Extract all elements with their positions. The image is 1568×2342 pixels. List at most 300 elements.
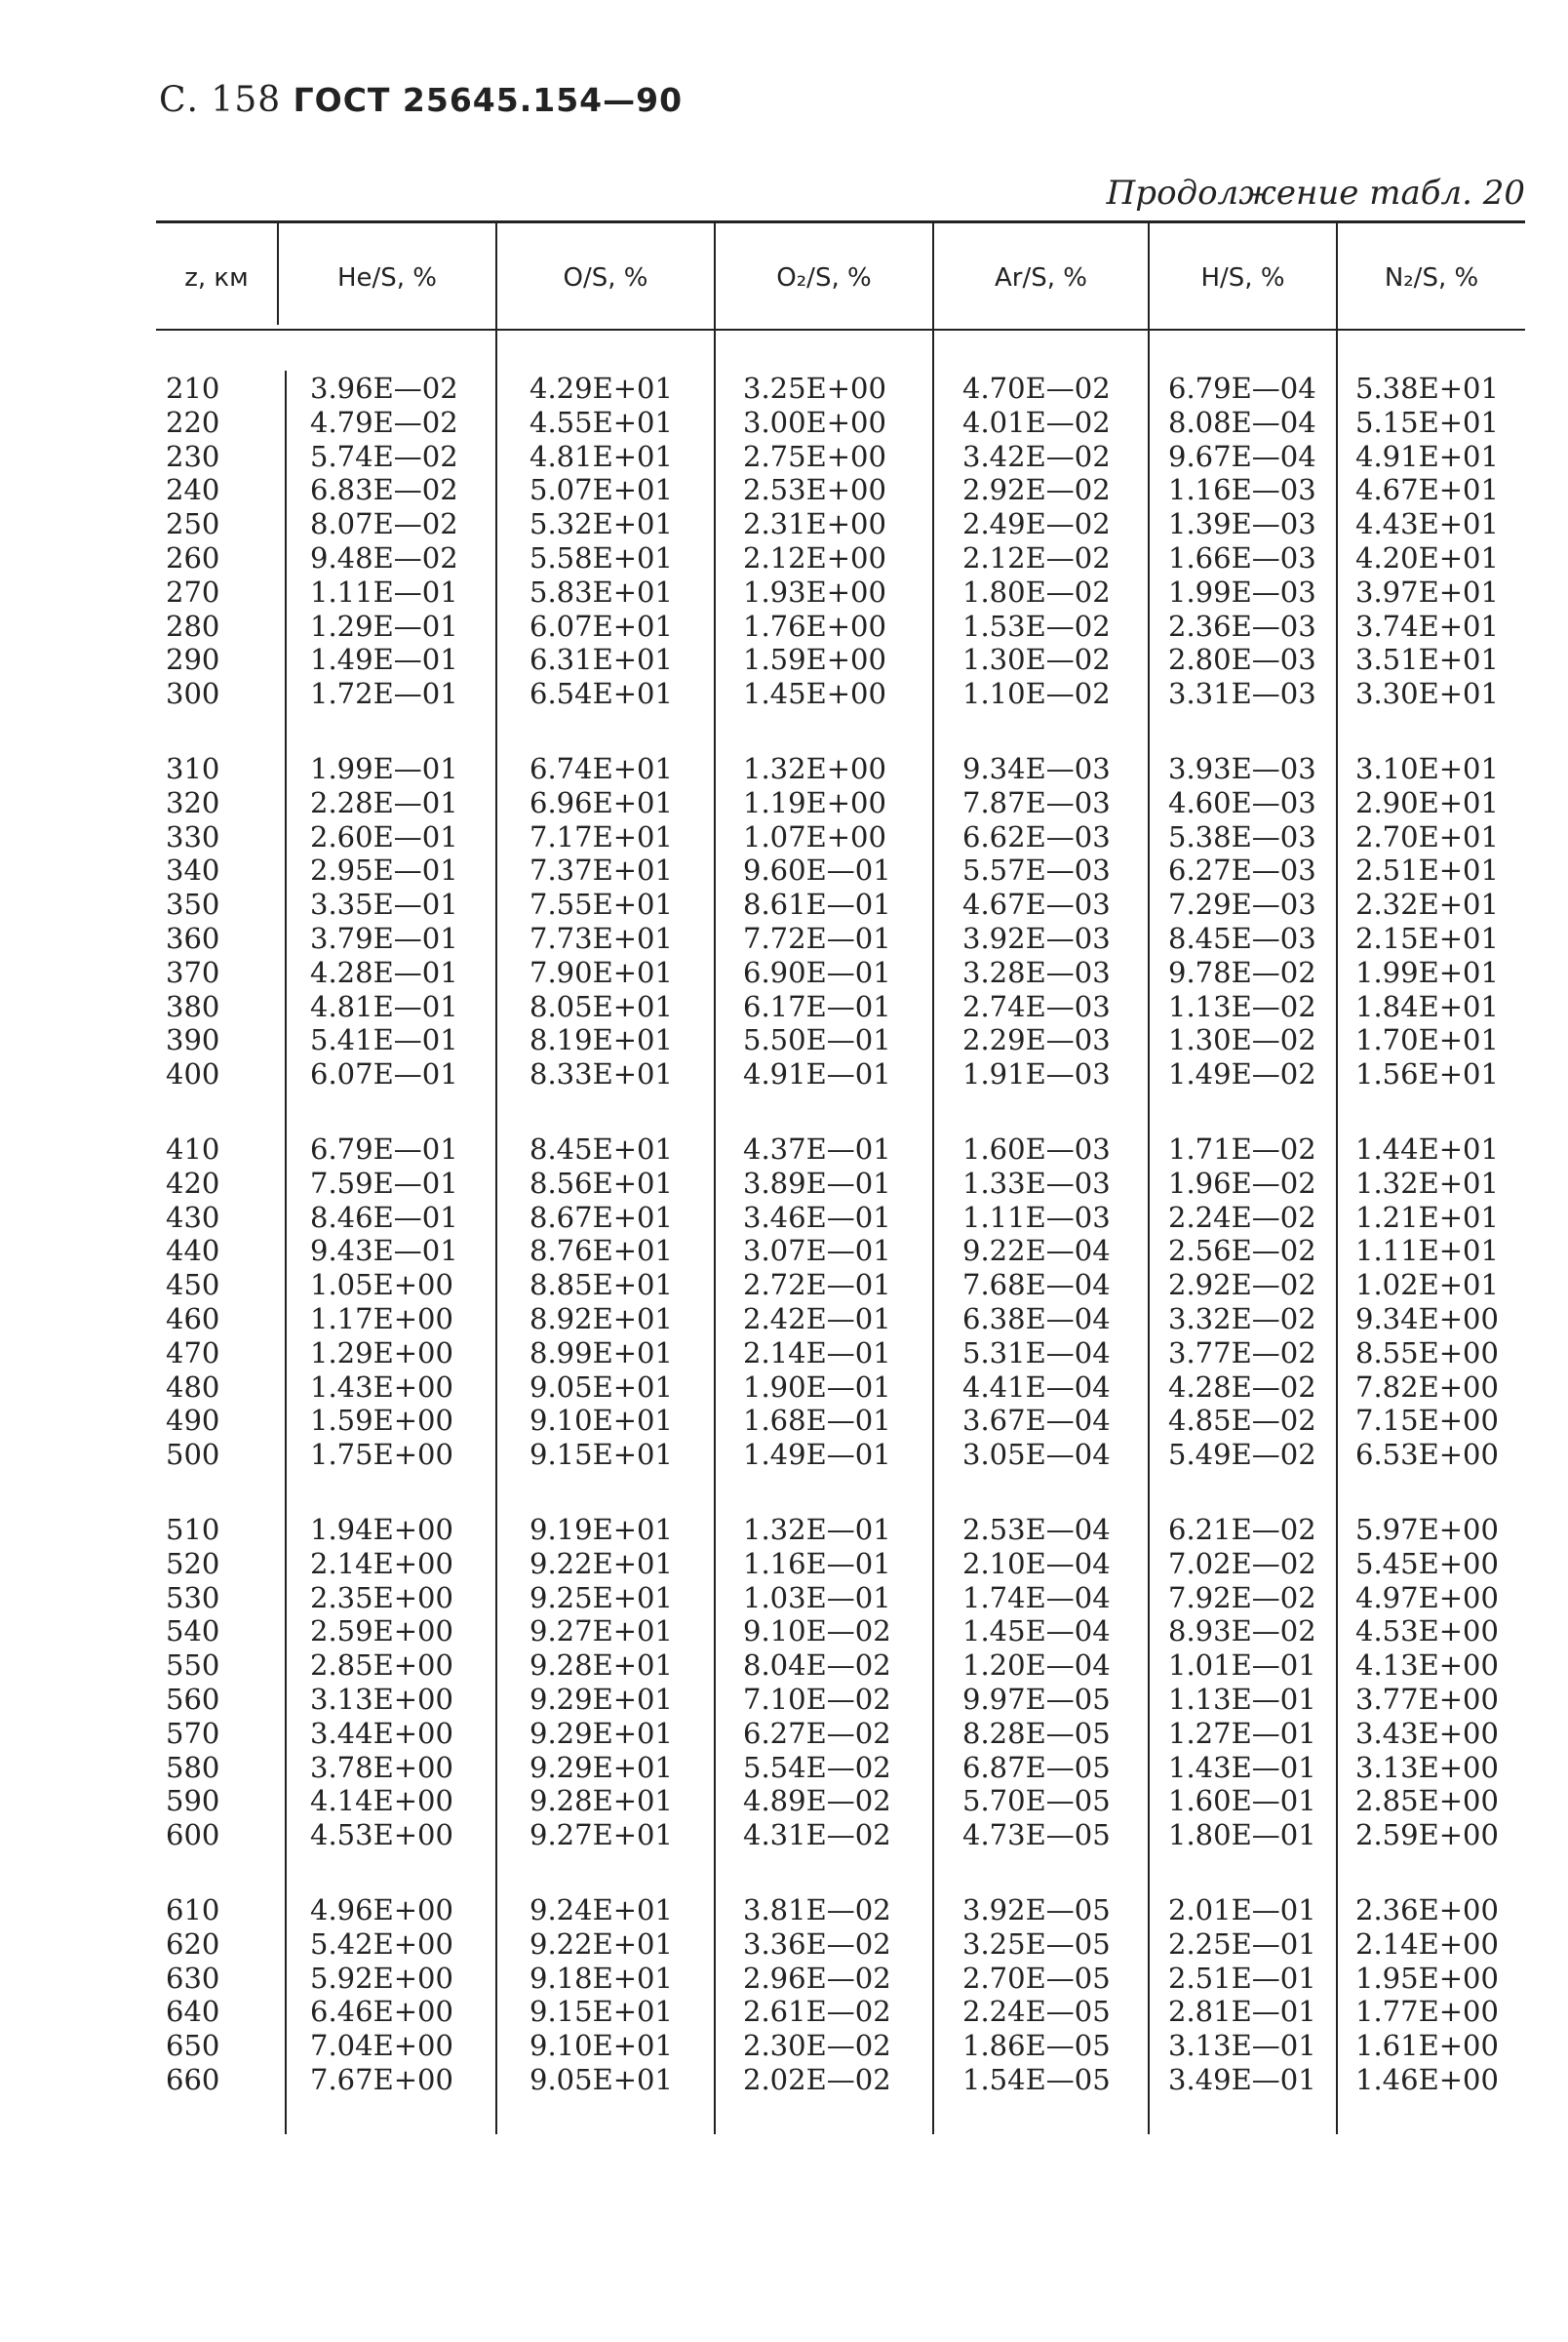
value-cell: 2.12E—02	[962, 541, 1111, 575]
value-cell: 7.72E—01	[743, 922, 891, 955]
value-cell: 4.13E+00	[1355, 1648, 1499, 1682]
altitude-cell: 390	[166, 1023, 220, 1056]
value-cell: 1.21E+01	[1355, 1201, 1499, 1234]
value-cell: 7.68E—04	[962, 1268, 1111, 1301]
value-cell: 2.70E+01	[1355, 820, 1499, 853]
value-cell: 2.35E+00	[310, 1581, 453, 1614]
value-cell: 1.17E+00	[310, 1302, 453, 1335]
value-cell: 9.24E+01	[529, 1893, 673, 1926]
value-cell: 2.81E—01	[1168, 1995, 1316, 2028]
value-cell: 2.53E+00	[743, 473, 886, 506]
value-cell: 4.81E+01	[529, 440, 673, 473]
value-cell: 3.28E—03	[962, 956, 1111, 989]
value-cell: 8.55E+00	[1355, 1336, 1499, 1369]
value-cell: 3.13E+00	[1355, 1751, 1499, 1784]
value-cell: 1.96E—02	[1168, 1167, 1316, 1200]
standard-id: ГОСТ 25645.154—90	[293, 81, 684, 119]
column-header-he: He/S, %	[336, 263, 438, 293]
value-cell: 6.17E—01	[743, 990, 891, 1023]
altitude-cell: 480	[166, 1370, 220, 1404]
value-cell: 2.30E—02	[743, 2029, 891, 2062]
value-cell: 3.74E+01	[1355, 610, 1499, 643]
value-cell: 1.49E—01	[743, 1438, 891, 1471]
value-cell: 2.02E—02	[743, 2063, 891, 2096]
page-number: С. 158	[159, 80, 282, 120]
value-cell: 4.01E—02	[962, 406, 1111, 439]
value-cell: 4.96E+00	[310, 1893, 453, 1926]
altitude-cell: 490	[166, 1404, 220, 1437]
value-cell: 2.49E—02	[962, 507, 1111, 540]
value-cell: 1.99E—01	[310, 752, 458, 785]
value-cell: 1.29E—01	[310, 610, 458, 643]
value-cell: 9.34E+00	[1355, 1302, 1499, 1335]
value-cell: 3.10E+01	[1355, 752, 1499, 785]
value-cell: 1.03E—01	[743, 1581, 891, 1614]
value-cell: 6.07E—01	[310, 1057, 458, 1091]
value-cell: 7.37E+01	[529, 853, 673, 887]
value-cell: 9.43E—01	[310, 1234, 458, 1267]
column-header-ar: Ar/S, %	[995, 263, 1087, 293]
value-cell: 8.04E—02	[743, 1648, 891, 1682]
altitude-cell: 340	[166, 853, 220, 887]
value-cell: 5.42E+00	[310, 1927, 453, 1961]
value-cell: 3.97E+01	[1355, 576, 1499, 609]
value-cell: 2.14E+00	[310, 1547, 453, 1580]
value-cell: 1.60E—03	[962, 1132, 1111, 1166]
value-cell: 3.81E—02	[743, 1893, 891, 1926]
value-cell: 8.99E+01	[529, 1336, 673, 1369]
value-cell: 7.67E+00	[310, 2063, 453, 2096]
value-cell: 4.37E—01	[743, 1132, 891, 1166]
altitude-cell: 360	[166, 922, 220, 955]
header-bottom-rule	[156, 329, 1525, 331]
value-cell: 1.91E—03	[962, 1057, 1111, 1091]
altitude-cell: 350	[166, 888, 220, 921]
value-cell: 1.76E+00	[743, 610, 886, 643]
value-cell: 2.53E—04	[962, 1513, 1111, 1546]
value-cell: 1.20E—04	[962, 1648, 1111, 1682]
value-cell: 3.77E+00	[1355, 1683, 1499, 1716]
value-cell: 1.66E—03	[1168, 541, 1316, 575]
value-cell: 9.10E+01	[529, 2029, 673, 2062]
altitude-cell: 470	[166, 1336, 220, 1369]
value-cell: 2.74E—03	[962, 990, 1111, 1023]
value-cell: 1.99E—03	[1168, 576, 1316, 609]
value-cell: 7.82E+00	[1355, 1370, 1499, 1404]
value-cell: 2.01E—01	[1168, 1893, 1316, 1926]
value-cell: 6.46E+00	[310, 1995, 453, 2028]
value-cell: 3.43E+00	[1355, 1717, 1499, 1750]
table-continuation-caption: Продолжение табл. 20	[1106, 174, 1525, 213]
value-cell: 9.25E+01	[529, 1581, 673, 1614]
value-cell: 5.92E+00	[310, 1962, 453, 1995]
value-cell: 1.61E+00	[1355, 2029, 1499, 2062]
value-cell: 1.54E—05	[962, 2063, 1111, 2096]
value-cell: 1.29E+00	[310, 1336, 453, 1369]
value-cell: 8.67E+01	[529, 1201, 673, 1234]
altitude-cell: 330	[166, 820, 220, 853]
value-cell: 2.31E+00	[743, 507, 886, 540]
value-cell: 2.14E—01	[743, 1336, 891, 1369]
altitude-cell: 660	[166, 2063, 220, 2096]
value-cell: 2.42E—01	[743, 1302, 891, 1335]
value-cell: 1.10E—02	[962, 677, 1111, 710]
value-cell: 3.31E—03	[1168, 677, 1316, 710]
value-cell: 2.10E—04	[962, 1547, 1111, 1580]
value-cell: 2.75E+00	[743, 440, 886, 473]
value-cell: 1.32E+01	[1355, 1167, 1499, 1200]
value-cell: 7.15E+00	[1355, 1404, 1499, 1437]
value-cell: 1.13E—01	[1168, 1683, 1316, 1716]
value-cell: 3.35E—01	[310, 888, 458, 921]
value-cell: 6.21E—02	[1168, 1513, 1316, 1546]
value-cell: 4.53E+00	[1355, 1614, 1499, 1647]
value-cell: 1.59E+00	[310, 1404, 453, 1437]
value-cell: 5.41E—01	[310, 1023, 458, 1056]
column-header-o2: O₂/S, %	[776, 263, 872, 293]
value-cell: 4.79E—02	[310, 406, 458, 439]
altitude-cell: 540	[166, 1614, 220, 1647]
value-cell: 1.70E+01	[1355, 1023, 1499, 1056]
altitude-cell: 210	[166, 372, 220, 405]
value-cell: 6.38E—04	[962, 1302, 1111, 1335]
value-cell: 3.93E—03	[1168, 752, 1316, 785]
value-cell: 5.97E+00	[1355, 1513, 1499, 1546]
altitude-cell: 410	[166, 1132, 220, 1166]
value-cell: 3.78E+00	[310, 1751, 453, 1784]
altitude-cell: 580	[166, 1751, 220, 1784]
value-cell: 6.87E—05	[962, 1751, 1111, 1784]
value-cell: 6.90E—01	[743, 956, 891, 989]
value-cell: 9.22E—04	[962, 1234, 1111, 1267]
altitude-cell: 370	[166, 956, 220, 989]
value-cell: 5.38E+01	[1355, 372, 1499, 405]
value-cell: 3.13E+00	[310, 1683, 453, 1716]
value-cell: 6.27E—02	[743, 1717, 891, 1750]
value-cell: 9.05E+01	[529, 2063, 673, 2096]
value-cell: 2.36E—03	[1168, 610, 1316, 643]
column-header-altitude: z, км	[184, 263, 249, 293]
altitude-cell: 250	[166, 507, 220, 540]
column-divider	[285, 371, 287, 2134]
value-cell: 4.91E+01	[1355, 440, 1499, 473]
value-cell: 1.43E+00	[310, 1370, 453, 1404]
value-cell: 7.02E—02	[1168, 1547, 1316, 1580]
value-cell: 4.73E—05	[962, 1818, 1111, 1851]
altitude-cell: 240	[166, 473, 220, 506]
value-cell: 1.95E+00	[1355, 1962, 1499, 1995]
altitude-cell: 620	[166, 1927, 220, 1961]
altitude-cell: 650	[166, 2029, 220, 2062]
value-cell: 1.80E—01	[1168, 1818, 1316, 1851]
value-cell: 1.53E—02	[962, 610, 1111, 643]
value-cell: 3.44E+00	[310, 1717, 453, 1750]
value-cell: 1.71E—02	[1168, 1132, 1316, 1166]
value-cell: 1.33E—03	[962, 1167, 1111, 1200]
value-cell: 7.87E—03	[962, 786, 1111, 819]
value-cell: 4.55E+01	[529, 406, 673, 439]
altitude-cell: 310	[166, 752, 220, 785]
value-cell: 8.45E—03	[1168, 922, 1316, 955]
value-cell: 8.56E+01	[529, 1167, 673, 1200]
value-cell: 5.74E—02	[310, 440, 458, 473]
column-divider	[495, 222, 497, 2134]
value-cell: 3.32E—02	[1168, 1302, 1316, 1335]
altitude-cell: 440	[166, 1234, 220, 1267]
value-cell: 4.41E—04	[962, 1370, 1111, 1404]
value-cell: 5.54E—02	[743, 1751, 891, 1784]
value-cell: 9.19E+01	[529, 1513, 673, 1546]
value-cell: 9.18E+01	[529, 1962, 673, 1995]
value-cell: 1.90E—01	[743, 1370, 891, 1404]
value-cell: 8.07E—02	[310, 507, 458, 540]
value-cell: 8.93E—02	[1168, 1614, 1316, 1647]
value-cell: 2.51E+01	[1355, 853, 1499, 887]
value-cell: 3.51E+01	[1355, 643, 1499, 676]
value-cell: 2.60E—01	[310, 820, 458, 853]
value-cell: 2.95E—01	[310, 853, 458, 887]
altitude-cell: 260	[166, 541, 220, 575]
value-cell: 7.55E+01	[529, 888, 673, 921]
value-cell: 4.70E—02	[962, 372, 1111, 405]
value-cell: 1.84E+01	[1355, 990, 1499, 1023]
altitude-cell: 320	[166, 786, 220, 819]
value-cell: 2.59E+00	[310, 1614, 453, 1647]
value-cell: 1.60E—01	[1168, 1784, 1316, 1817]
value-cell: 7.29E—03	[1168, 888, 1316, 921]
value-cell: 4.31E—02	[743, 1818, 891, 1851]
value-cell: 9.22E+01	[529, 1547, 673, 1580]
altitude-cell: 500	[166, 1438, 220, 1471]
value-cell: 6.96E+01	[529, 786, 673, 819]
value-cell: 9.27E+01	[529, 1614, 673, 1647]
value-cell: 1.44E+01	[1355, 1132, 1499, 1166]
value-cell: 2.61E—02	[743, 1995, 891, 2028]
value-cell: 4.85E—02	[1168, 1404, 1316, 1437]
altitude-cell: 230	[166, 440, 220, 473]
value-cell: 8.08E—04	[1168, 406, 1316, 439]
value-cell: 5.38E—03	[1168, 820, 1316, 853]
value-cell: 5.49E—02	[1168, 1438, 1316, 1471]
value-cell: 3.36E—02	[743, 1927, 891, 1961]
value-cell: 4.67E—03	[962, 888, 1111, 921]
value-cell: 7.92E—02	[1168, 1581, 1316, 1614]
value-cell: 6.54E+01	[529, 677, 673, 710]
value-cell: 7.59E—01	[310, 1167, 458, 1200]
value-cell: 6.83E—02	[310, 473, 458, 506]
value-cell: 9.78E—02	[1168, 956, 1316, 989]
value-cell: 2.59E+00	[1355, 1818, 1499, 1851]
value-cell: 1.99E+01	[1355, 956, 1499, 989]
value-cell: 1.45E+00	[743, 677, 886, 710]
column-divider	[1148, 222, 1150, 2134]
altitude-cell: 600	[166, 1818, 220, 1851]
value-cell: 1.11E+01	[1355, 1234, 1499, 1267]
value-cell: 1.16E—03	[1168, 473, 1316, 506]
value-cell: 5.58E+01	[529, 541, 673, 575]
value-cell: 1.74E—04	[962, 1581, 1111, 1614]
value-cell: 8.28E—05	[962, 1717, 1111, 1750]
altitude-cell: 550	[166, 1648, 220, 1682]
value-cell: 1.49E—02	[1168, 1057, 1316, 1091]
value-cell: 9.48E—02	[310, 541, 458, 575]
value-cell: 4.28E—02	[1168, 1370, 1316, 1404]
value-cell: 5.45E+00	[1355, 1547, 1499, 1580]
value-cell: 2.24E—05	[962, 1995, 1111, 2028]
value-cell: 1.80E—02	[962, 576, 1111, 609]
value-cell: 4.60E—03	[1168, 786, 1316, 819]
value-cell: 1.02E+01	[1355, 1268, 1499, 1301]
value-cell: 1.59E+00	[743, 643, 886, 676]
altitude-cell: 280	[166, 610, 220, 643]
altitude-cell: 270	[166, 576, 220, 609]
altitude-cell: 610	[166, 1893, 220, 1926]
column-header-h: H/S, %	[1200, 263, 1285, 293]
value-cell: 2.92E—02	[1168, 1268, 1316, 1301]
value-cell: 7.10E—02	[743, 1683, 891, 1716]
value-cell: 8.92E+01	[529, 1302, 673, 1335]
value-cell: 3.13E—01	[1168, 2029, 1316, 2062]
altitude-cell: 300	[166, 677, 220, 710]
altitude-cell: 560	[166, 1683, 220, 1716]
altitude-cell: 570	[166, 1717, 220, 1750]
value-cell: 2.96E—02	[743, 1962, 891, 1995]
value-cell: 3.25E+00	[743, 372, 886, 405]
value-cell: 1.56E+01	[1355, 1057, 1499, 1091]
value-cell: 1.46E+00	[1355, 2063, 1499, 2096]
value-cell: 9.15E+01	[529, 1995, 673, 2028]
value-cell: 3.77E—02	[1168, 1336, 1316, 1369]
value-cell: 4.81E—01	[310, 990, 458, 1023]
value-cell: 6.79E—01	[310, 1132, 458, 1166]
column-divider	[714, 222, 716, 2134]
value-cell: 2.25E—01	[1168, 1927, 1316, 1961]
value-cell: 3.05E—04	[962, 1438, 1111, 1471]
altitude-cell: 460	[166, 1302, 220, 1335]
value-cell: 3.89E—01	[743, 1167, 891, 1200]
value-cell: 4.29E+01	[529, 372, 673, 405]
value-cell: 4.89E—02	[743, 1784, 891, 1817]
value-cell: 9.10E+01	[529, 1404, 673, 1437]
altitude-cell: 590	[166, 1784, 220, 1817]
value-cell: 9.28E+01	[529, 1784, 673, 1817]
value-cell: 8.05E+01	[529, 990, 673, 1023]
value-cell: 3.92E—03	[962, 922, 1111, 955]
value-cell: 2.85E+00	[1355, 1784, 1499, 1817]
value-cell: 2.56E—02	[1168, 1234, 1316, 1267]
value-cell: 1.05E+00	[310, 1268, 453, 1301]
value-cell: 2.32E+01	[1355, 888, 1499, 921]
value-cell: 6.31E+01	[529, 643, 673, 676]
value-cell: 9.15E+01	[529, 1438, 673, 1471]
column-divider	[932, 222, 934, 2134]
value-cell: 5.31E—04	[962, 1336, 1111, 1369]
value-cell: 1.32E+00	[743, 752, 886, 785]
value-cell: 9.28E+01	[529, 1648, 673, 1682]
value-cell: 6.53E+00	[1355, 1438, 1499, 1471]
value-cell: 3.30E+01	[1355, 677, 1499, 710]
value-cell: 2.80E—03	[1168, 643, 1316, 676]
altitude-cell: 420	[166, 1167, 220, 1200]
value-cell: 4.67E+01	[1355, 473, 1499, 506]
value-cell: 4.97E+00	[1355, 1581, 1499, 1614]
value-cell: 5.57E—03	[962, 853, 1111, 887]
value-cell: 2.92E—02	[962, 473, 1111, 506]
value-cell: 9.22E+01	[529, 1927, 673, 1961]
table-top-rule	[156, 220, 1525, 223]
value-cell: 6.74E+01	[529, 752, 673, 785]
value-cell: 7.04E+00	[310, 2029, 453, 2062]
value-cell: 1.30E—02	[962, 643, 1111, 676]
value-cell: 9.05E+01	[529, 1370, 673, 1404]
value-cell: 8.46E—01	[310, 1201, 458, 1234]
value-cell: 6.27E—03	[1168, 853, 1316, 887]
value-cell: 2.36E+00	[1355, 1893, 1499, 1926]
value-cell: 2.15E+01	[1355, 922, 1499, 955]
value-cell: 3.07E—01	[743, 1234, 891, 1267]
value-cell: 3.42E—02	[962, 440, 1111, 473]
value-cell: 3.92E—05	[962, 1893, 1111, 1926]
value-cell: 3.96E—02	[310, 372, 458, 405]
value-cell: 1.13E—02	[1168, 990, 1316, 1023]
value-cell: 8.19E+01	[529, 1023, 673, 1056]
value-cell: 5.70E—05	[962, 1784, 1111, 1817]
value-cell: 9.97E—05	[962, 1683, 1111, 1716]
value-cell: 1.11E—01	[310, 576, 458, 609]
value-cell: 1.32E—01	[743, 1513, 891, 1546]
value-cell: 9.10E—02	[743, 1614, 891, 1647]
value-cell: 2.29E—03	[962, 1023, 1111, 1056]
value-cell: 1.43E—01	[1168, 1751, 1316, 1784]
value-cell: 9.67E—04	[1168, 440, 1316, 473]
value-cell: 3.67E—04	[962, 1404, 1111, 1437]
value-cell: 3.25E—05	[962, 1927, 1111, 1961]
column-divider	[1336, 222, 1338, 2134]
value-cell: 4.28E—01	[310, 956, 458, 989]
value-cell: 2.12E+00	[743, 541, 886, 575]
value-cell: 1.07E+00	[743, 820, 886, 853]
altitude-cell: 640	[166, 1995, 220, 2028]
altitude-cell: 510	[166, 1513, 220, 1546]
value-cell: 1.86E—05	[962, 2029, 1111, 2062]
value-cell: 5.83E+01	[529, 576, 673, 609]
page-header	[159, 80, 683, 120]
value-cell: 5.15E+01	[1355, 406, 1499, 439]
altitude-cell: 520	[166, 1547, 220, 1580]
value-cell: 6.79E—04	[1168, 372, 1316, 405]
value-cell: 3.79E—01	[310, 922, 458, 955]
value-cell: 9.60E—01	[743, 853, 891, 887]
value-cell: 2.72E—01	[743, 1268, 891, 1301]
value-cell: 1.94E+00	[310, 1513, 453, 1546]
altitude-cell: 400	[166, 1057, 220, 1091]
altitude-cell: 290	[166, 643, 220, 676]
value-cell: 2.90E+01	[1355, 786, 1499, 819]
value-cell: 8.33E+01	[529, 1057, 673, 1091]
value-cell: 9.34E—03	[962, 752, 1111, 785]
altitude-cell: 630	[166, 1962, 220, 1995]
value-cell: 2.28E—01	[310, 786, 458, 819]
value-cell: 2.85E+00	[310, 1648, 453, 1682]
altitude-cell: 220	[166, 406, 220, 439]
value-cell: 6.07E+01	[529, 610, 673, 643]
value-cell: 1.75E+00	[310, 1438, 453, 1471]
altitude-cell: 530	[166, 1581, 220, 1614]
value-cell: 2.51E—01	[1168, 1962, 1316, 1995]
value-cell: 7.73E+01	[529, 922, 673, 955]
value-cell: 7.17E+01	[529, 820, 673, 853]
column-header-n2: N₂/S, %	[1384, 263, 1479, 293]
